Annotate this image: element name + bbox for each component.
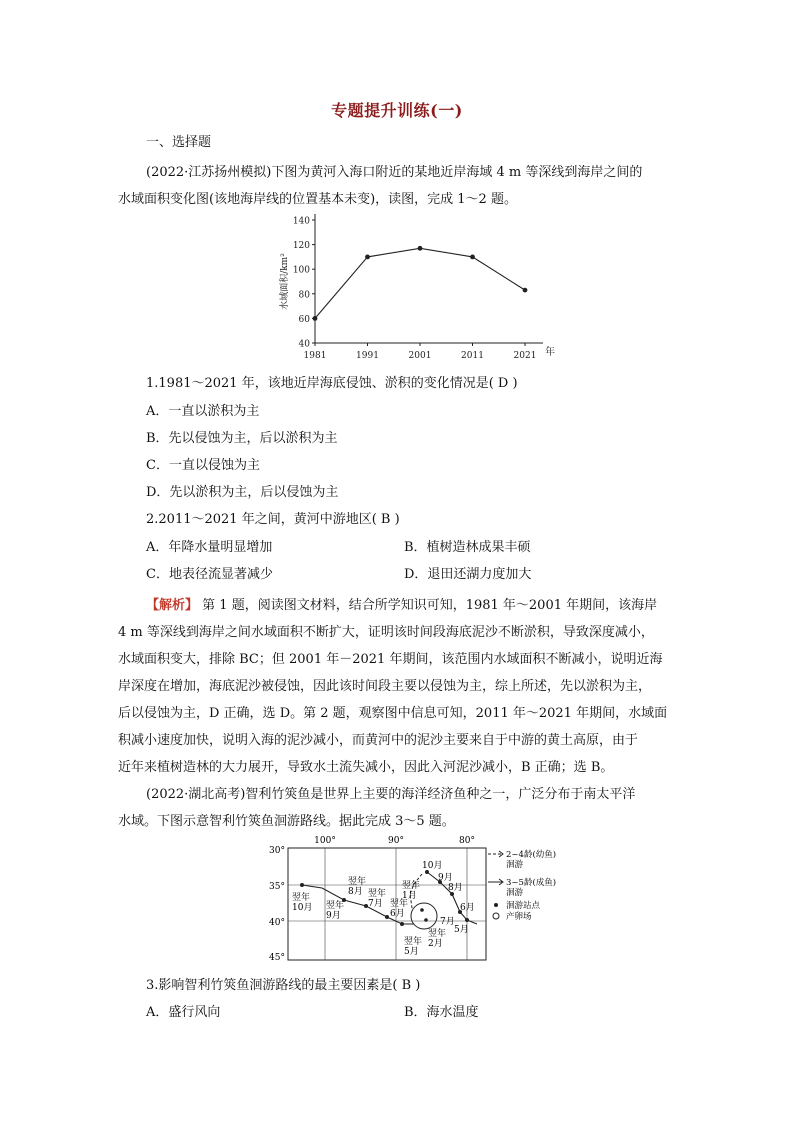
label-month: 10月 <box>292 903 313 913</box>
q2-option-d: D．退田还湖力度加大 <box>404 567 532 582</box>
label-year: 翌年 <box>390 899 409 909</box>
q1-option-d: D．先以淤积为主，后以侵蚀为主 <box>146 485 339 500</box>
label-year: 翌年 <box>404 937 423 947</box>
y-tick-label: 40 <box>298 339 310 350</box>
lon-label-90: 90° <box>388 836 404 846</box>
station-dot <box>424 918 428 922</box>
q3-option-b: B．海水温度 <box>404 1005 479 1020</box>
data-point <box>470 255 475 260</box>
station-dot <box>300 883 304 887</box>
q3-stem: 3.影响智利竹筴鱼洄游路线的最主要因素是( B ) <box>146 978 421 993</box>
y-axis-label: 水域面积/km² <box>280 253 290 310</box>
legend-station: 洄游站点 <box>506 901 541 911</box>
lat-label-40: 40° <box>269 918 285 928</box>
lat-label-45: 45° <box>269 953 285 963</box>
intro1-line2: 水域面积变化图(该地海岸线的位置基本未变)，读图，完成 1～2 题。 <box>118 192 517 207</box>
q1-stem: 1.1981～2021 年，该地近岸海底侵蚀、淤积的变化情况是( D ) <box>146 376 518 391</box>
intro1-line1: (2022·江苏扬州模拟)下图为黄河入海口附近的某地近岸海域 4 m 等深线到海岸之间的 <box>146 165 643 180</box>
label-month: 7月 <box>440 917 455 927</box>
label-year: 翌年 <box>326 901 345 911</box>
x-tick-label: 1991 <box>356 351 379 361</box>
y-tick-label: 120 <box>292 241 310 252</box>
data-point <box>313 316 318 321</box>
analysis-line2: 4 m 等深线到海岸之间水域面积不断扩大，证明该时间段海底泥沙不断淤积，导致深度减小， <box>118 625 654 640</box>
spawning-ground-circle <box>411 903 437 929</box>
label-month: 2月 <box>428 939 443 949</box>
q2-stem: 2.2011～2021 年之间，黄河中游地区( B ) <box>146 512 400 527</box>
lat-label-35: 35° <box>269 882 285 892</box>
station-dot <box>400 922 404 926</box>
analysis-line7: 近年来植树造林的大力展开，导致水土流失减小，因此入河泥沙减小，B 正确；选 B。 <box>118 760 614 775</box>
page-title: 专题提升训练(一) <box>331 101 463 120</box>
lon-label-100: 100° <box>314 836 336 846</box>
section-heading: 一、选择题 <box>146 135 212 150</box>
label-month: 5月 <box>404 947 419 957</box>
analysis-line6: 积减小速度加快，说明入海的泥沙减小，而黄河中的泥沙主要来自于中游的黄土高原，由于 <box>118 733 639 748</box>
legend-adult-2: 洄游 <box>506 888 524 898</box>
label-month: 6月 <box>460 903 475 913</box>
y-tick-label: 60 <box>298 314 310 325</box>
y-tick-label: 100 <box>292 265 310 276</box>
label-month: 8月 <box>448 883 463 893</box>
legend-spawn: 产卵场 <box>506 912 532 922</box>
q1-option-c: C．一直以侵蚀为主 <box>146 458 260 473</box>
q2-option-a: A．年降水量明显增加 <box>146 540 273 555</box>
data-point <box>418 246 423 251</box>
x-tick-label: 2001 <box>408 351 432 361</box>
x-tick-label: 1981 <box>303 351 327 361</box>
label-month: 7月 <box>368 899 383 909</box>
lat-label-30: 30° <box>269 846 285 856</box>
label-year: 翌年 <box>292 893 311 903</box>
analysis-text-1: 第 1 题，阅读图文材料，结合所学知识可知，1981 年～2001 年期间，该海岸 <box>202 598 658 613</box>
label-year: 翌年 <box>402 881 421 891</box>
data-point <box>365 255 370 260</box>
x-tick-label: 2021 <box>513 351 537 361</box>
label-month: 5月 <box>454 925 469 935</box>
label-month: 9月 <box>326 911 341 921</box>
station-dot <box>385 915 389 919</box>
series-line <box>315 248 525 318</box>
y-tick-label: 80 <box>298 290 310 301</box>
analysis-line1 <box>146 594 657 613</box>
fish-migration-map <box>262 832 562 968</box>
water-area-line-chart <box>270 210 560 370</box>
legend-adult: 3~5龄(成鱼) <box>506 878 557 888</box>
legend-station-dot <box>494 903 498 907</box>
intro2-line2: 水域。下图示意智利竹筴鱼洄游路线。据此完成 3～5 题。 <box>118 814 455 829</box>
lon-label-80: 80° <box>459 836 475 846</box>
legend-juvenile: 2~4龄(幼鱼) <box>506 850 557 860</box>
label-month: 10月 <box>422 861 443 871</box>
label-year: 翌年 <box>368 889 387 899</box>
station-dot <box>465 918 469 922</box>
label-month: 9月 <box>438 873 453 883</box>
q2-option-b: B．植树造林成果丰硕 <box>404 540 531 555</box>
intro2-line1: (2022·湖北高考)智利竹筴鱼是世界上主要的海洋经济鱼种之一，广泛分布于南太平洋 <box>146 787 636 802</box>
y-tick-label: 140 <box>292 216 310 227</box>
station-dot <box>420 908 424 912</box>
analysis-line3: 水域面积变大，排除 BC；但 2001 年－2021 年期间，该范围内水域面积不断减小，说明近海 <box>118 652 663 667</box>
q2-option-c: C．地表径流显著减少 <box>146 567 273 582</box>
label-month: 6月 <box>390 909 405 919</box>
label-year: 翌年 <box>348 877 367 887</box>
q3-option-a: A．盛行风向 <box>146 1005 221 1020</box>
legend-juvenile-2: 洄游 <box>506 860 524 870</box>
legend-spawn-circle <box>493 913 499 919</box>
q1-option-b: B．先以侵蚀为主，后以淤积为主 <box>146 431 338 446</box>
data-point <box>523 288 528 293</box>
x-tick-label: 2011 <box>461 351 484 361</box>
label-month: 1月 <box>402 891 417 901</box>
x-axis-label: 年 <box>545 347 555 358</box>
q1-option-a: A．一直以淤积为主 <box>146 404 260 419</box>
analysis-line4: 岸深度在增加，海底泥沙被侵蚀，因此该时间段主要以侵蚀为主，综上所述，先以淤积为主， <box>118 679 652 694</box>
analysis-tag: 【解析】 <box>146 598 199 613</box>
analysis-line5: 后以侵蚀为主，D 正确，选 D。第 2 题，观察图中信息可知，2011 年～2021 年期间，水域面 <box>118 706 668 721</box>
label-month: 8月 <box>348 887 363 897</box>
label-year: 翌年 <box>428 929 447 939</box>
